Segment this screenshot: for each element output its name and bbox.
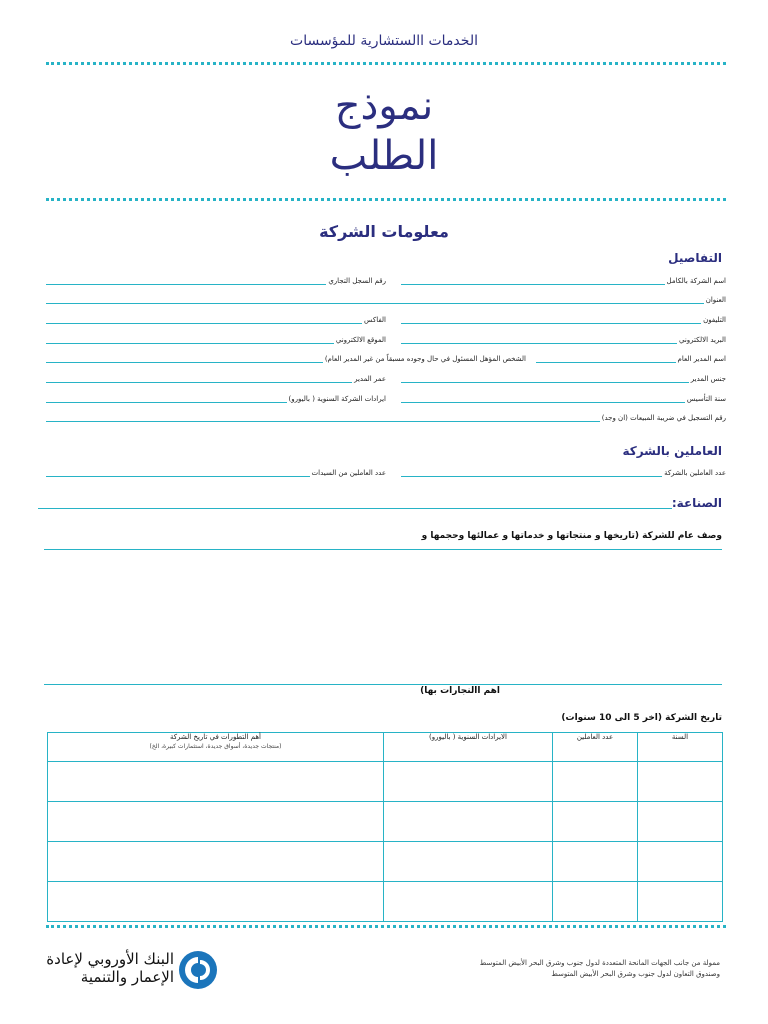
table-cell[interactable] [384, 802, 553, 842]
bank-name [44, 950, 174, 986]
table-cell[interactable] [553, 882, 638, 922]
company-name-field[interactable]: اسم الشركة بالكامل [401, 277, 726, 286]
employees-row [46, 464, 726, 478]
table-header-row [48, 733, 723, 762]
details-row [46, 409, 726, 423]
description-line-bottom [44, 684, 722, 685]
col-developments: أهم التطورات في تاريخ الشركة (منتجات جديدة، أسواق جديدة، استثمارات كبيرة، الخ) [48, 733, 384, 762]
phone-field[interactable]: التليفون [401, 316, 726, 325]
email-field[interactable]: البريد الالكتروني [401, 336, 726, 345]
details-row [46, 331, 726, 345]
history-table [47, 732, 723, 922]
trades-label: اهم االنجارات بها) [420, 686, 500, 696]
details-row [46, 390, 726, 404]
details-row [46, 370, 726, 384]
table-cell[interactable] [638, 762, 723, 802]
table-cell[interactable] [384, 882, 553, 922]
table-cell[interactable] [638, 842, 723, 882]
manager-age-field[interactable]: عمر المدير [46, 375, 386, 384]
page-title-line1: نموذج [334, 83, 434, 129]
funding-note [420, 958, 720, 980]
col-year: السنة [638, 733, 723, 762]
divider [46, 198, 726, 201]
page-title-line2: الطلب [329, 133, 439, 179]
founding-year-field[interactable]: سنة التأسيس [401, 395, 726, 404]
history-label: تاريخ الشركة (اخر 5 الى 10 سنوات) [561, 713, 722, 723]
responsible-person-field[interactable]: الشخص المؤهل المسئول في حال وجوده مسبقاً من غير المدير العام) [46, 355, 526, 364]
divider [46, 925, 726, 928]
address-field[interactable]: العنوان [46, 296, 726, 305]
divider [46, 62, 726, 65]
funding-line1: ممولة من جانب الجهات المانحة المتعددة لدول جنوب وشرق البحر الأبيض المتوسط [479, 959, 720, 967]
female-employee-count-field[interactable]: عدد العاملين من السيدات [46, 469, 386, 478]
org-header: الخدمات االستشارية للمؤسسات [290, 33, 478, 49]
industry-label: الصناعة: [671, 496, 722, 510]
table-cell[interactable] [48, 842, 384, 882]
bank-name-line1: البنك الأوروبي لإعادة [46, 950, 174, 968]
details-heading: التفاصيل [668, 251, 722, 265]
table-row [48, 842, 723, 882]
table-cell[interactable] [553, 802, 638, 842]
industry-input-line[interactable] [38, 508, 672, 509]
manager-gender-field[interactable]: جنس المدير [401, 375, 726, 384]
section-title: معلومات الشركة [319, 222, 449, 241]
employee-count-field[interactable]: عدد العاملين بالشركة [401, 469, 726, 478]
general-manager-field[interactable]: اسم المدير العام [536, 355, 726, 364]
description-line-top [44, 549, 722, 550]
bank-name-line2: الإعمار والتنمية [80, 968, 174, 986]
col-employees: عدد العاملين [553, 733, 638, 762]
commercial-register-field[interactable]: رقم السجل التجاري [46, 277, 386, 286]
details-row [46, 311, 726, 325]
col-revenue: الايرادات السنوية ( باليورو) [384, 733, 553, 762]
table-cell[interactable] [48, 762, 384, 802]
description-text-area[interactable] [44, 551, 722, 683]
annual-revenue-field[interactable]: ايرادات الشركة السنوية ( باليورو) [46, 395, 386, 404]
table-cell[interactable] [638, 802, 723, 842]
fax-field[interactable]: الفاكس [46, 316, 386, 325]
table-cell[interactable] [384, 842, 553, 882]
table-cell[interactable] [384, 762, 553, 802]
table-row [48, 882, 723, 922]
table-cell[interactable] [48, 802, 384, 842]
vat-number-field[interactable]: رقم التسجيل في ضريبة المبيعات (ان وجد) [46, 414, 726, 423]
details-row [46, 272, 726, 286]
ebrd-logo-icon [178, 950, 218, 990]
table-cell[interactable] [638, 882, 723, 922]
employees-heading: العاملين بالشركة [622, 444, 722, 458]
table-cell[interactable] [553, 842, 638, 882]
table-cell[interactable] [48, 882, 384, 922]
table-cell[interactable] [553, 762, 638, 802]
table-row [48, 802, 723, 842]
description-label: وصف عام للشركة (تاريخها و منتجاتها و خدماتها و عمالئها وحجمها و [421, 531, 722, 541]
table-row [48, 762, 723, 802]
details-row [46, 350, 726, 364]
details-row [46, 291, 726, 305]
funding-line2: وصندوق التعاون لدول جنوب وشرق البحر الأبيض المتوسط [551, 970, 720, 978]
website-field[interactable]: الموقع الالكتروني [46, 336, 386, 345]
